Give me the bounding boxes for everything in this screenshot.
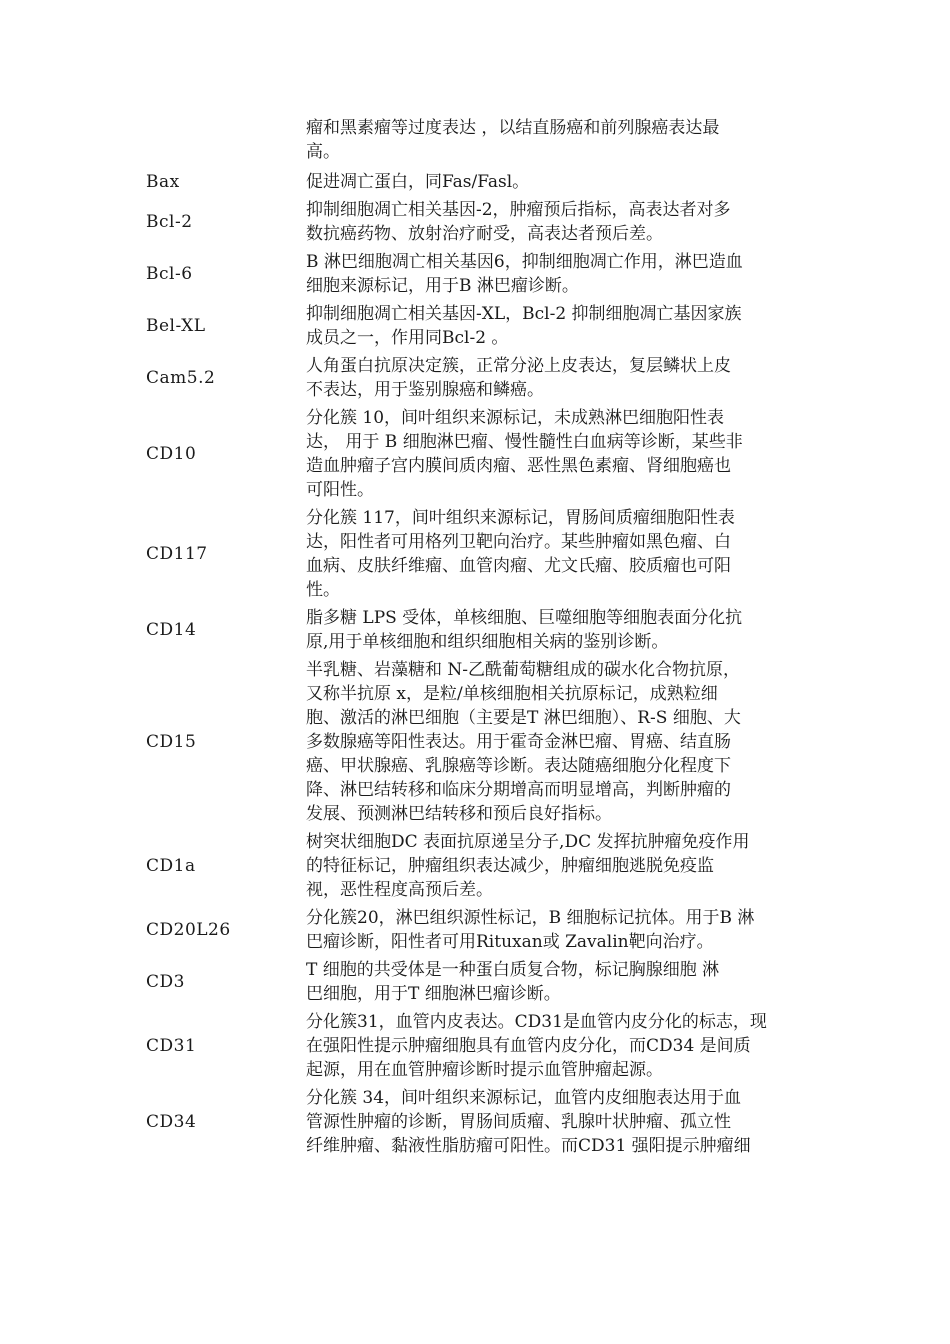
table-row-bax (0, 170, 950, 194)
marker-description: 树突状细胞DC 表面抗原递呈分子,DC 发挥抗肿瘤免疫作用 的特征标记，肿瘤组织表达减少，肿瘤细胞逃脱免疫监 视，恶性程度高预后差。 (306, 832, 750, 900)
table-row-cd3 (0, 958, 950, 1006)
marker-table (0, 170, 950, 1162)
marker-description: 分化簇 10，间叶组织来源标记，未成熟淋巴细胞阳性表 达， 用于 B 细胞淋巴瘤、慢性髓性白血病等诊断，某些非 造血肿瘤子宫内膜间质肉瘤、恶性黑色素瘤、肾细胞癌也 可阳性。 (306, 408, 743, 500)
marker-term: Cam5.2 (146, 368, 216, 388)
marker-term: CD31 (146, 1036, 197, 1056)
table-row-bcl-2 (0, 198, 950, 246)
marker-term: CD20L26 (146, 920, 231, 940)
table-row-cd20l26 (0, 906, 950, 954)
marker-term: CD34 (146, 1112, 197, 1132)
table-row-bcl-6 (0, 250, 950, 298)
marker-description: 抑制细胞凋亡相关基因-2，肿瘤预后指标，高表达者对多 数抗癌药物、放射治疗耐受，高表达者预后差。 (306, 200, 731, 244)
table-row-cd15 (0, 658, 950, 826)
marker-description: 分化簇20，淋巴组织源性标记，B 细胞标记抗体。用于B 淋 巴瘤诊断，阳性者可用Rituxan或 Zavalin靶向治疗。 (306, 908, 755, 952)
marker-term: CD117 (146, 544, 208, 564)
table-row-cd31 (0, 1010, 950, 1082)
marker-description: 半乳糖、岩藻糖和 N-乙酰葡萄糖组成的碳水化合物抗原， 又称半抗原 x，是粒/单核细胞相关抗原标记，成熟粒细 胞、激活的淋巴细胞（主要是T 淋巴细胞）、R-S 细胞、大 多数腺癌等阳性表达。用于霍奇金淋巴瘤、胃癌、结直肠 癌、甲状腺癌、乳腺癌等诊断。表达随癌细胞分化程度下 降、淋巴结转移和临床分期增高而明显增高，判断肿瘤的 发展、预测淋巴结转移和预后良好指标。 (306, 660, 741, 824)
table-row-cd14 (0, 606, 950, 654)
marker-description: B 淋巴细胞凋亡相关基因6，抑制细胞凋亡作用，淋巴造血 细胞来源标记，用于B 淋巴瘤诊断。 (306, 252, 743, 296)
marker-description: 脂多糖 LPS 受体，单核细胞、巨噬细胞等细胞表面分化抗 原,用于单核细胞和组织细胞相关病的鉴别诊断。 (306, 608, 743, 652)
table-row-cd117 (0, 506, 950, 602)
continued-paragraph: 瘤和黑素瘤等过度表达 ，以结直肠癌和前列腺癌表达最 高。 (306, 118, 720, 162)
marker-term: CD3 (146, 972, 185, 992)
marker-description: 分化簇 117，间叶组织来源标记，胃肠间质瘤细胞阳性表 达，阳性者可用格列卫靶向治疗。某些肿瘤如黑色瘤、白 血病、皮肤纤维瘤、血管肉瘤、尤文氏瘤、胶质瘤也可阳 性。 (306, 508, 735, 600)
marker-term: CD15 (146, 732, 197, 752)
marker-term: Bel-XL (146, 316, 206, 336)
marker-description: 人角蛋白抗原决定簇，正常分泌上皮表达，复层鳞状上皮 不表达，用于鉴别腺癌和鳞癌。 (306, 356, 731, 400)
marker-term: Bcl-2 (146, 212, 193, 232)
marker-description: 促进凋亡蛋白，同Fas/Fasl。 (306, 172, 530, 192)
marker-term: CD14 (146, 620, 197, 640)
marker-term: CD1a (146, 856, 196, 876)
marker-description: 分化簇 34，间叶组织来源标记，血管内皮细胞表达用于血 管源性肿瘤的诊断，胃肠间质瘤、乳腺叶状肿瘤、孤立性 纤维肿瘤、黏液性脂肪瘤可阳性。而CD31 强阳提示肿瘤细 (306, 1088, 751, 1156)
marker-term: Bcl-6 (146, 264, 193, 284)
marker-term: CD10 (146, 444, 197, 464)
marker-description: 分化簇31，血管内皮表达。CD31是血管内皮分化的标志，现 在强阳性提示肿瘤细胞具有血管内皮分化，而CD34 是间质 起源，用在血管肿瘤诊断时提示血管肿瘤起源。 (306, 1012, 767, 1080)
table-row-bel-xl (0, 302, 950, 350)
table-row-cd1a (0, 830, 950, 902)
marker-term: Bax (146, 172, 180, 192)
table-row-cd34 (0, 1086, 950, 1158)
marker-description: 抑制细胞凋亡相关基因-XL，Bcl-2 抑制细胞凋亡基因家族 成员之一，作用同Bcl-2 。 (306, 304, 742, 348)
table-row-cam5-2 (0, 354, 950, 402)
table-row-cd10 (0, 406, 950, 502)
marker-description: T 细胞的共受体是一种蛋白质复合物，标记胸腺细胞 淋 巴细胞，用于T 细胞淋巴瘤诊断。 (306, 960, 720, 1004)
